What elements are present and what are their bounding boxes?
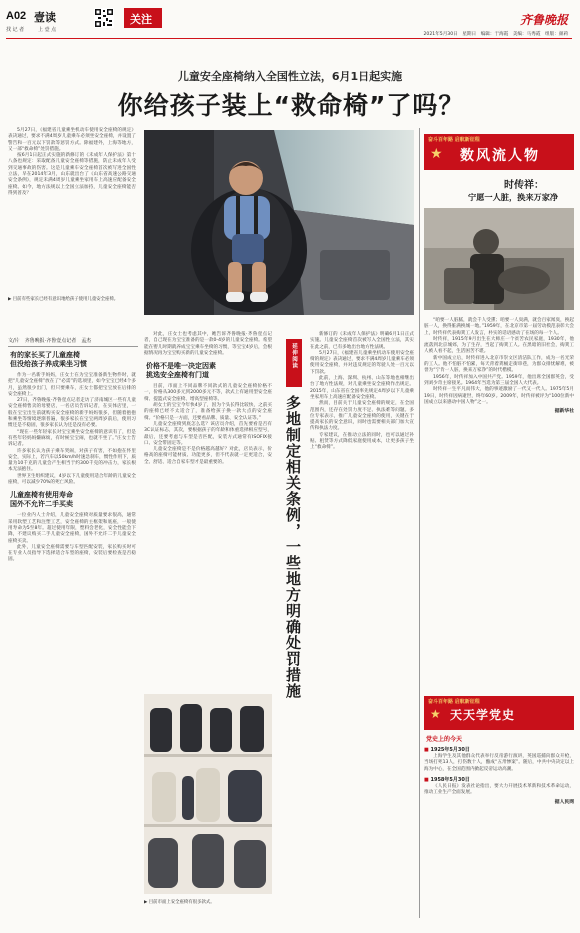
body-paragraph: 5月27日，《福建省儿童乘坐机动车使用安全座椅的规定》表决通过，要求不满4周岁儿童乘车必须使用安全座椅，并对违反规定的驾驶人处一百元以下罚款。: [310, 350, 414, 375]
main-photo: [144, 130, 414, 315]
section-sublabel-right: 上 壹 点: [38, 27, 57, 33]
square-bullet-icon: ■: [424, 747, 429, 753]
body-paragraph: 然而，目前关于儿童安全座椅的规定，在全国范围内，还存在处罚力度不足、执法难等问题。多位专家表示，推广儿童安全座椅的使用，关键在于提高家长的安全意识，同时也需要相关部门加大宣传和执法力度。: [310, 401, 414, 432]
byline-rule: [8, 346, 138, 347]
column-4: [310, 332, 414, 452]
section-name: 壹读: [34, 11, 56, 24]
event-date: [424, 776, 574, 783]
body-paragraph: 此前，上海、深圳、杭州、山东等地也相继出台了地方性法规，对儿童乘坐安全座椅作出规定。2015年，山东省在全国率先规定4周岁以下儿童乘坐家用车上高速应配备安全座椅。: [310, 376, 414, 400]
banner-title: 天天学党史: [450, 708, 516, 722]
body-paragraph: 儿童安全座椅是不是价格越高越好？对此，店员表示，价格高的座椅可能材质、功能更多，但不代表就一定更适合，安全、舒适、适合自家车型才是最重要的。: [144, 447, 272, 465]
caption-text: 目前有些家长已经有意识地给孩子使用儿童安全座椅。: [12, 297, 119, 302]
square-bullet-icon: ■: [424, 776, 429, 783]
profile-source: 据新华社: [554, 409, 574, 415]
column-2: [144, 332, 272, 466]
body-paragraph: 世界卫生组织建议，4岁以下儿童使用适合年龄的儿童安全座椅，可以减少70%的死亡风险。: [8, 473, 136, 486]
guanzhu-tag: [124, 8, 162, 28]
banner-stars: [424, 134, 574, 170]
extended-reading-label: 延伸阅读: [291, 343, 297, 370]
person-tagline: 宁愿一人脏，换来万家净: [468, 192, 559, 202]
car-seats-display-image: [144, 694, 272, 894]
body-paragraph: 新中国成立后，时传祥进入北京市崇文区清洁队工作，成为一名光荣的工人。他不怕脏不怕累，每天背着粪桶走街串巷，为群众排忧解难，被誉为“宁肯一人脏，换来万家净”的时代楷模。: [424, 355, 574, 374]
second-photo-caption: [144, 899, 272, 905]
right-column-divider: [419, 128, 420, 918]
body-paragraph: “现在一些年轻家长对宝宝乘坐安全座椅的意识有了，但是有些年轻妈妈嫌麻烦，有时候宝宝闹，也就不坐了。”庄女士告诉记者。: [8, 429, 136, 448]
caption-bullet: ▶: [8, 297, 13, 302]
headline-main: 你给孩子装上“救命椅”了吗？: [117, 91, 465, 120]
lead-text: [8, 128, 136, 197]
lead-paragraph: 按6月1日起正式实施的新修订的《未成年人保护法》第十八条也规定：采取配备儿童安全座椅等措施，防止未成年人受到交通事故的伤害。这是儿童乘车安全座椅首次被写进全国性立法，早在2014年3月，山东就出台了《山东省高速公路交通安全条例》，规定未满4周岁儿童乘坐家用车上高速应配备安全座椅。如今，地方法规以上全国立法加持，儿童安全座椅能否得到普及？: [8, 153, 136, 196]
vertical-headline: 多地制定相关条例，一些地方明确处罚措施: [284, 395, 302, 699]
caption-bullet: ▶: [144, 900, 149, 905]
body-paragraph: 新修订的《未成年人保护法》明确6月1日正式实施。儿童安全座椅首次被写入全国性立法，其实在此之前，已有多地出台地方性法规。: [310, 332, 414, 350]
second-photo: [144, 694, 272, 894]
page-number: A02: [6, 10, 27, 22]
profile-article: [424, 318, 574, 414]
body-paragraph: 一位业内人士介绍，儿童安全座椅对质量要求很高，通常采用软塑工艺和注塑工艺，安全座椅的主框架和底座，一般使用寿命为5至8年。超过使用年限，塑料会老化，安全性能会下降，不建议购买二手儿童安全座椅，国外不允许二手儿童安全座椅买卖。: [8, 513, 136, 544]
banner-party-history: [424, 696, 574, 730]
banner-subtitle: 党史上的今天: [426, 736, 463, 743]
section-sublabel-left: 找 记 者: [6, 27, 25, 33]
worker-portrait-image: [424, 208, 574, 310]
child-in-car-seat-image: [144, 130, 414, 315]
newspaper-logo: 齐鲁晚报: [519, 13, 568, 27]
date-line: 2021年5月30日 星期日 编辑：于海霞 美编：马秀霞 组版：颜莉: [423, 32, 568, 37]
banner-top-text: 奋斗百年路 启航新征程: [428, 137, 480, 143]
event-date: [424, 746, 574, 753]
subheading: 有的家长买了儿童座椅 但没给孩子养成乘坐习惯: [10, 351, 87, 368]
body-paragraph: 时传祥，1915年9月出生在大师庄一个贫苦农民家庭，1930年，他流落到北京城郊，为了生存，当起了掏粪工人。在黑暗的旧社会，掏粪工人被人看不起，生活困苦不堪。: [424, 336, 574, 355]
byline: 文/片 齐鲁晚报·齐鲁壹点记者 孟杰: [8, 338, 92, 344]
body-paragraph: 作为一名新手妈妈，庄女士在为宝宝准备新生物件时，就把“儿童安全座椅”放在了“必需”的选项里，如今宝宝已经4个多月，虽然很少出门，但只要乘车，庄女士都把宝宝放在后排的安全座椅上。: [8, 373, 136, 397]
extended-reading-tag: [286, 339, 302, 387]
qr-code[interactable]: [94, 8, 114, 28]
body-paragraph: 此外，儿童安全座椅需要与车型匹配安装，家长购买时可在专业人员指导下选择适合车型的座椅，安装后要检查是否稳固。: [8, 544, 136, 563]
history-event: [424, 776, 574, 797]
page-header: [6, 8, 576, 42]
subheading: 儿童座椅有使用寿命 国外不允许二手买卖: [10, 491, 73, 509]
header-rule: [6, 38, 572, 39]
history-events: [424, 746, 574, 805]
guanzhu-label: 关注: [130, 13, 152, 26]
banner-title: 数风流人物: [460, 148, 540, 164]
event-text: 《人民日报》发表社论指出，要大力开展技术革新和技术革命运动，推动工业生产全面发展。: [424, 783, 574, 796]
body-paragraph: “咱要一人脏腻，就会千人受熏；咱要一人臭满，就会百家闻臭，换起脏一人，换得脏满换城一地。”1959年，在北京市第一届劳动模范表彰大会上，时传祥代表掏粪工人发言，朴实的话语感动了在场的每一个人。: [424, 318, 574, 336]
event-date-text: 1958年5月30日: [430, 776, 470, 783]
banner-star-icon: ★: [430, 146, 443, 162]
body-paragraph: 许多家长认为孩子乘车哭闹，对孩子有害，不如抱在怀里安全，实际上，若汽车以50km/h时速急刹车，惯性作用下，质量为10千克的儿童会产生相当于约300千克的冲击力，家长根本无法抱住。: [8, 448, 136, 473]
portrait-photo: [424, 208, 574, 310]
banner-star-icon: ★: [430, 707, 441, 721]
banner-top-text: 奋斗百年路 启航新征程: [428, 699, 480, 705]
caption-text: 目前市面上安全座椅有很多款式。: [148, 900, 215, 905]
body-paragraph: 胡女士的宝宝今年快4岁了，因为个头长得比较快，之前买的座椅已经不太适合了，准备给孩子换一款大点的安全座椅。“价格只是一方面，还要看品牌、质量、安全认证等。”: [144, 403, 272, 421]
body-paragraph: 时传祥一生平凡而伟大，他的事迹激励了一代又一代人。1975年5月19日，时传祥因病逝世，终年60岁。2009年，时传祥被评为“100位新中国成立以来感动中国人物”之一。: [424, 387, 574, 405]
history-source: 据人民网: [554, 800, 574, 806]
event-text: 上海学生及其他群众代表举行反帝游行演讲，英国巡捕向群众开枪，当场打死13人，打伤数十人，酿成“五卅惨案”。随后，中共中央决定以上海为中心，在全国范围内掀起反帝运动高潮。: [424, 754, 574, 772]
column-1: [8, 351, 136, 564]
person-name: 时传祥：: [504, 180, 544, 191]
body-paragraph: 儿童安全座椅到底怎么选？该店员介绍，首先要看是否有3C认证标志，其次，要根据孩子的年龄和体重选择相应型号，最后，还要考虑与车型是否匹配，安装方式通常有ISOFIX接口、安全带固定等。: [144, 421, 272, 446]
history-event: [424, 746, 574, 773]
lead-photo-caption: [8, 297, 136, 303]
headline-kicker: 儿童安全座椅纳入全国性立法，6月1日起实施: [177, 70, 403, 83]
event-date-text: 1925年5月30日: [430, 747, 470, 753]
subheading: 价格不是唯一决定因素 挑选安全座椅有门道: [146, 362, 216, 380]
body-paragraph: 27日，齐鲁晚报·齐鲁壹点记者走访了济南城区一些有儿童安全座椅售卖的母婴店，一名店员告诉记者，在实体店里，一般在宝宝出生前就购买安全座椅的新手妈妈很多，但随着抱抱和乘坐等情境逐渐普遍，很多家长在宝宝两周岁前后，使用习惯还是不稳固，很多家长认为还是没有必要。: [8, 398, 136, 429]
body-paragraph: 1956年，时传祥加入中国共产党。1959年，他出席全国群英会，受到刘少奇主席接见。1964年当选为第三届全国人大代表。: [424, 374, 574, 386]
body-paragraph: 目前，市面上不同品牌不同款式的儿童安全座椅价格不一，价格从300多元到2000多元不等，款式上有通用型安全座椅、提篮式安全座椅、增高型座椅等。: [144, 384, 272, 402]
lead-paragraph: 5月27日，《福建省儿童乘坐机动车使用安全座椅的规定》表决通过，要求不满4周岁儿童乘车必须坐安全座椅，并设置了警告和一百元以下罚款等惩罚方式。除福建外，上海等地方，又一部“救命椅”处罚措施。: [8, 128, 136, 152]
body-paragraph: 对此，庄女士也考虑其中，她告诉齐鲁晚报·齐鲁壹点记者，自己现在为宝宝准备的是一款0-4岁的儿童安全座椅。希望能在婴儿时期就养成宝宝乘车坐椅的习惯，等宝宝4岁后，会根据情况再为宝宝购买新的儿童安全座椅。: [144, 332, 272, 356]
body-paragraph: 专家建议，在推动立法的同时，也可以通过补贴、租赁等方式降低家庭使用成本，让更多孩子坐上“救命椅”。: [310, 432, 414, 451]
